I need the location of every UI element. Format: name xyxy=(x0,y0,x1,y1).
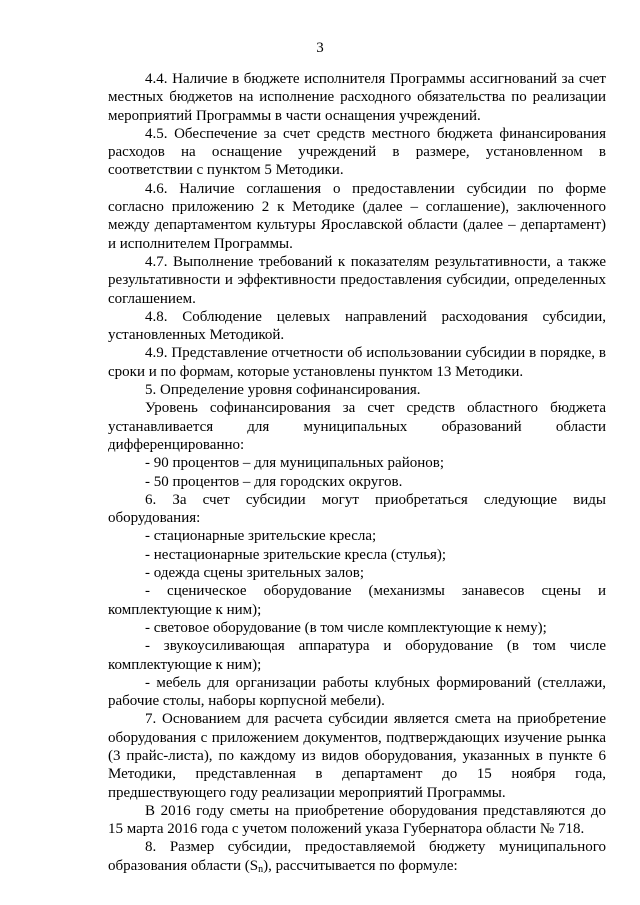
formula-subscript: n xyxy=(258,863,264,875)
list-item-stationary-seats: - стационарные зрительские кресла; xyxy=(145,528,377,545)
paragraph-4-8: 4.8. Соблюдение целевых направлений расходования субсидии, установленных Методикой. xyxy=(108,308,606,344)
list-item-nonstationary-seats: - нестационарные зрительские кресла (стулья); xyxy=(145,546,447,563)
list-item-stage-drapery: - одежда сцены зрительных залов; xyxy=(145,565,365,582)
list-item-sound-equipment: - звукоусиливающая аппаратура и оборудование (в том числе комплектующие к ним); xyxy=(108,638,606,673)
paragraph-7: 7. Основанием для расчета субсидии является смета на приобретение оборудования с приложением документов, подтверждающих изучение рынка (3 прайс-листа), по каждому из видов оборудования, указанных в пункте 6 Методики, представленная в департамент до 15 ноября года, предшествующего году реализации мероприятий Программы. xyxy=(108,711,606,801)
paragraph-4-9: 4.9. Представление отчетности об использовании субсидии в порядке, в сроки и по формам, которые установлены пунктом 13 Методики. xyxy=(108,345,606,380)
document-body xyxy=(108,70,606,875)
paragraph-5-heading: 5. Определение уровня софинансирования. xyxy=(145,382,421,399)
paragraph-4-4: 4.4. Наличие в бюджете исполнителя Программы ассигнований за счет местных бюджетов на исполнение расходного обязательства по реализации мероприятий Программы в части оснащения учреждений. xyxy=(108,71,606,124)
list-item-city-districts: - 50 процентов – для городских округов. xyxy=(145,473,403,490)
paragraph-4-6: 4.6. Наличие соглашения о предоставлении субсидии по форме согласно приложению 2 к Методике (далее – соглашение), заключенного между департаментом культуры Ярославской области (далее – департамент) и исполнителем Программы. xyxy=(108,180,606,252)
paragraph-6-heading: 6. За счет субсидии могут приобретаться следующие виды оборудования: xyxy=(108,491,606,527)
list-item-districts: - 90 процентов – для муниципальных районов; xyxy=(145,455,445,472)
paragraph-cofinancing-level: Уровень софинансирования за счет средств областного бюджета устанавливается для муниципальных образований области дифференцированно: xyxy=(108,400,606,453)
paragraph-4-5: 4.5. Обеспечение за счет средств местного бюджета финансирования расходов на оснащение учреждений в размере, установленном в соответствии с пунктом 5 Методики. xyxy=(108,125,606,179)
list-item-lighting-equipment: - световое оборудование (в том числе комплектующие к нему); xyxy=(145,619,547,636)
page-number: 3 xyxy=(316,40,324,56)
paragraph-8-text: 8. Размер субсидии, предоставляемой бюджету муниципального образования области (S xyxy=(108,839,606,874)
paragraph-8-tail: ), рассчитывается по формуле: xyxy=(263,857,458,874)
paragraph-2016-estimates: В 2016 году сметы на приобретение оборудования представляются до 15 марта 2016 года с учетом положений указа Губернатора области № 718. xyxy=(108,802,606,838)
paragraph-8 xyxy=(108,838,606,875)
paragraph-4-7: 4.7. Выполнение требований к показателям результативности, а также результативности и эффективности предоставления субсидии, определенных соглашением. xyxy=(108,253,606,307)
list-item-stage-equipment: - сценическое оборудование (механизмы занавесов сцены и комплектующие к ним); xyxy=(108,583,606,618)
list-item-furniture: - мебель для организации работы клубных формирований (стеллажи, рабочие столы, наборы корпусной мебели). xyxy=(108,674,606,710)
